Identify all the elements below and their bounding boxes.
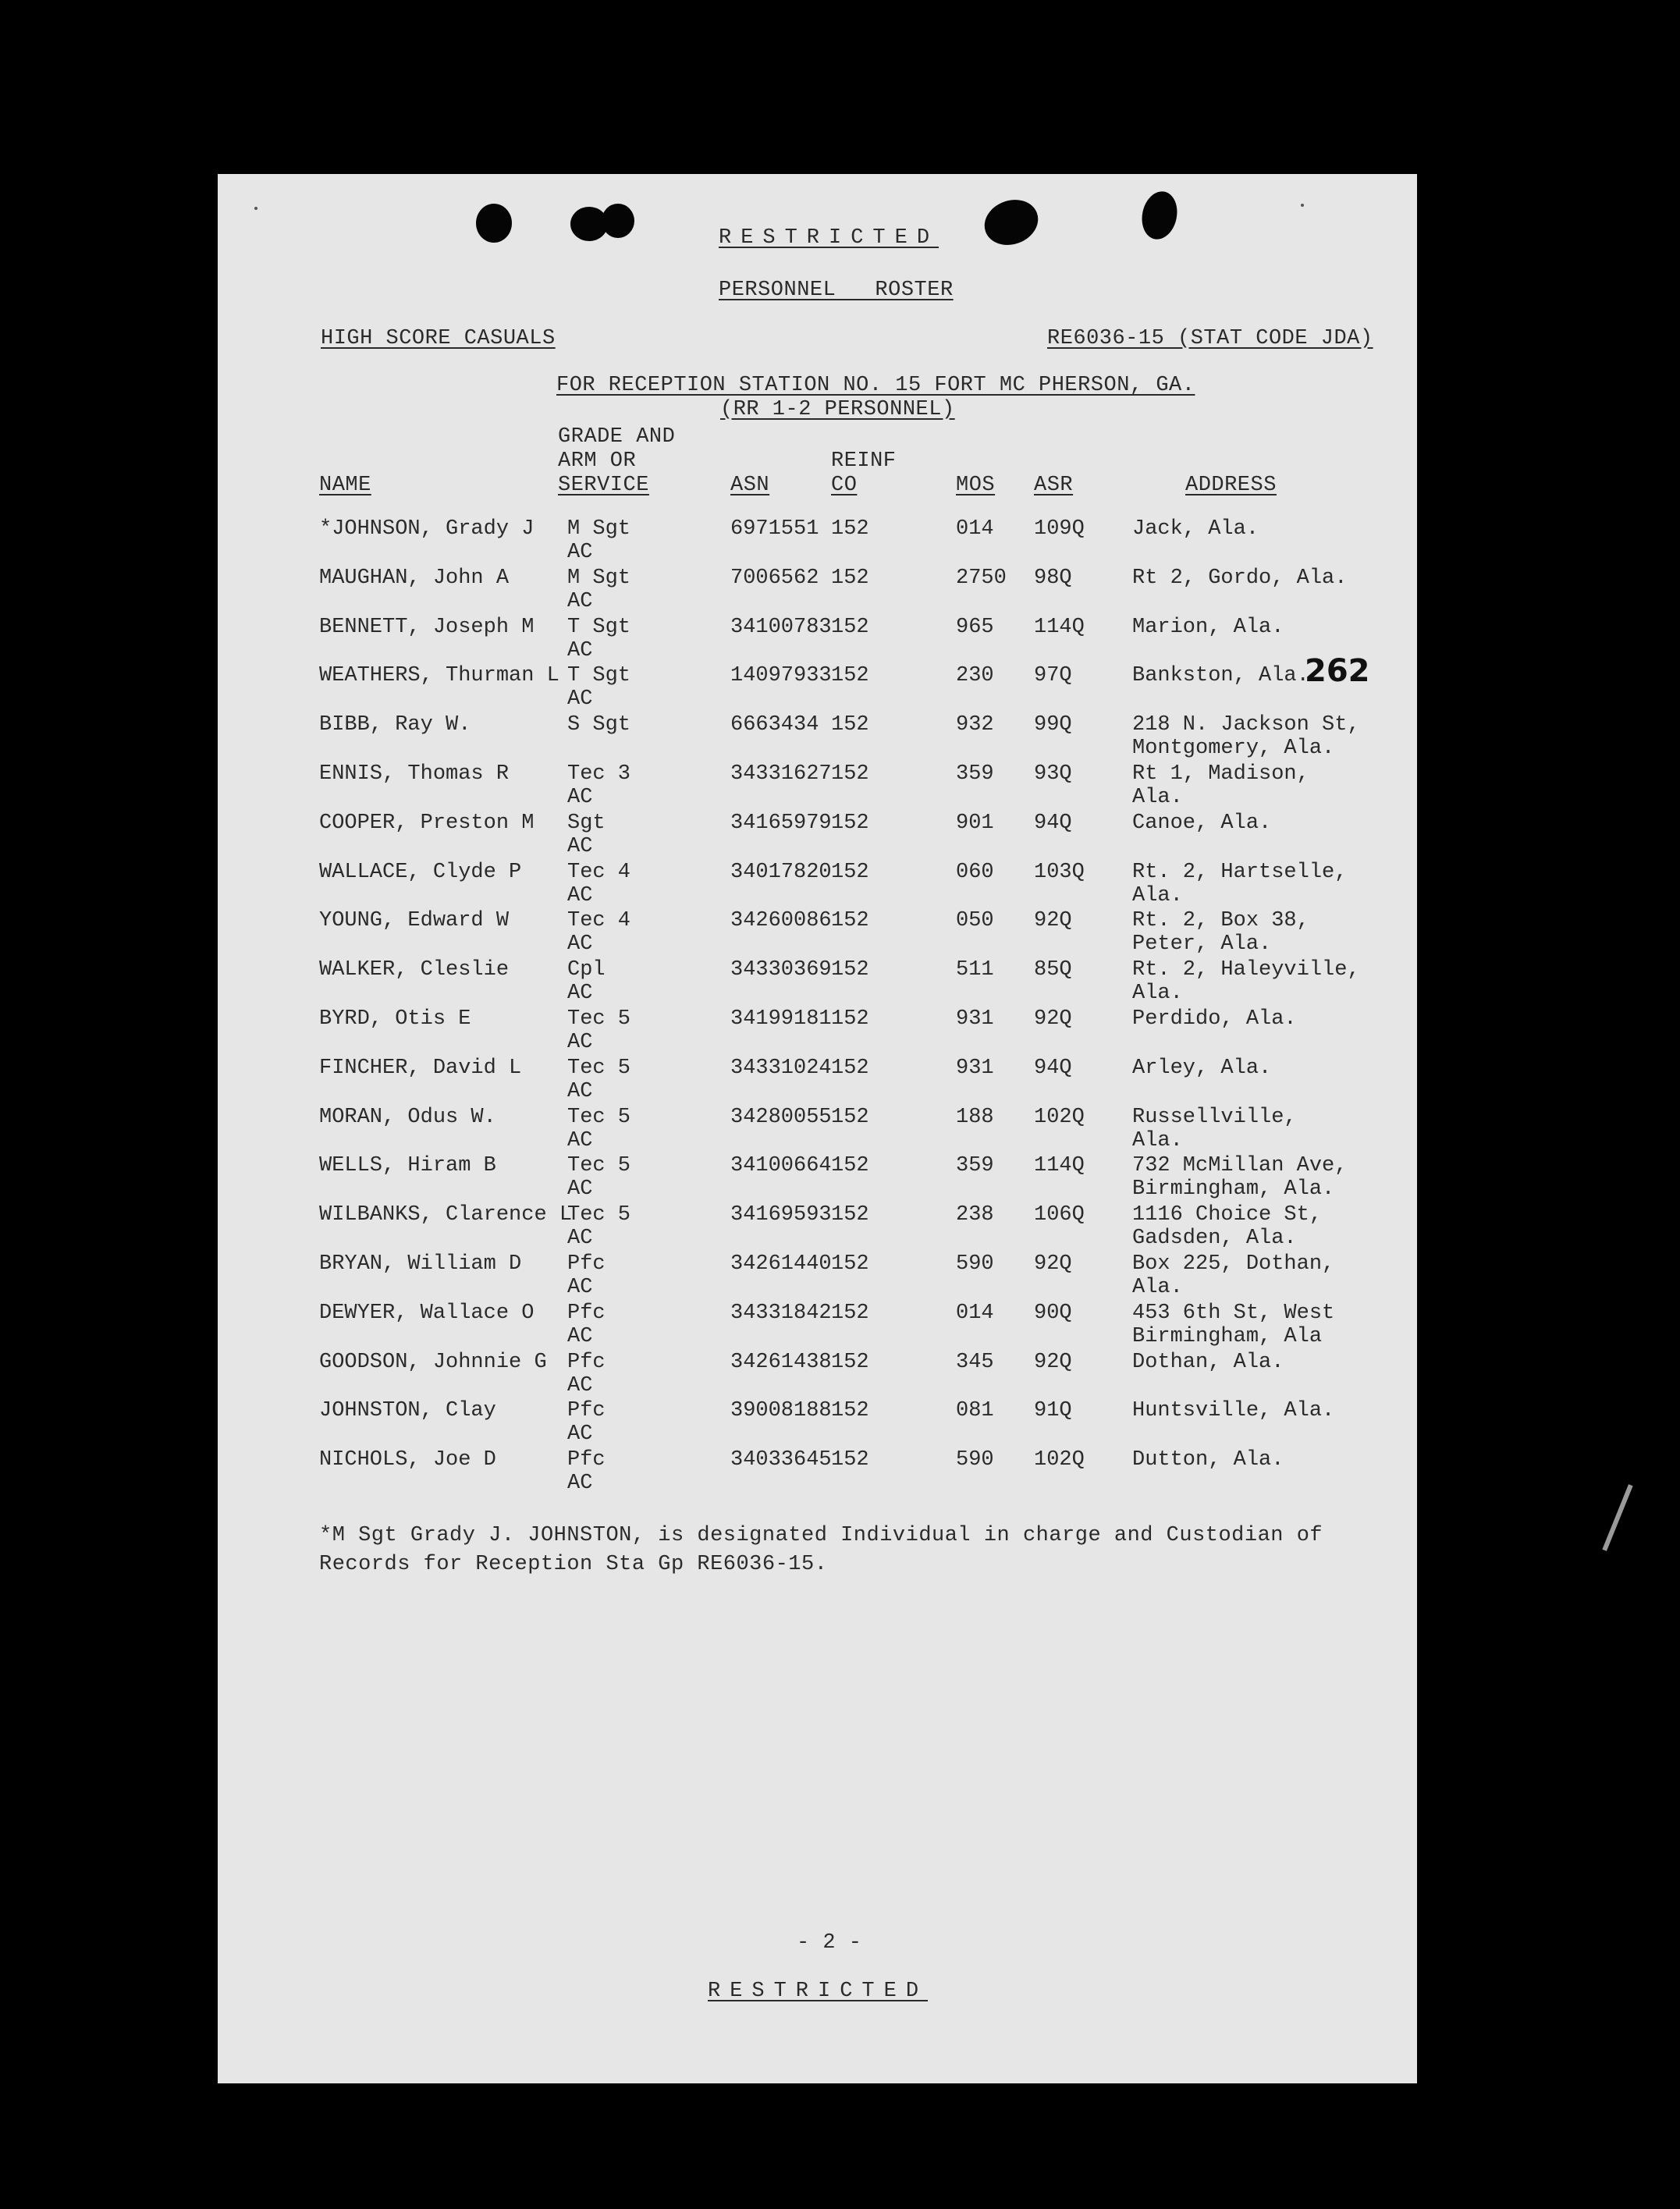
roster-asn: 14097933 [730, 664, 832, 688]
roster-asr: 102Q [1034, 1448, 1085, 1472]
roster-address-line1: Dothan, Ala. [1132, 1350, 1284, 1374]
roster-name: WEATHERS, Thurman L [319, 664, 559, 688]
table-row [218, 762, 1417, 811]
roster-asn: 7006562 [730, 566, 819, 590]
roster-name: BRYAN, William D [319, 1252, 522, 1276]
roster-asn: 34165979 [730, 811, 832, 835]
roster-address-line1: Rt. 2, Hartselle, [1132, 860, 1348, 884]
roster-reinf-co: 152 [831, 1203, 869, 1227]
roster-address-line2: Birmingham, Ala [1132, 1324, 1323, 1348]
table-row [218, 566, 1417, 615]
roster-address-line1: Rt 1, Madison, [1132, 762, 1309, 786]
roster-reinf-co: 152 [831, 1399, 869, 1423]
roster-name: WELLS, Hiram B [319, 1154, 496, 1178]
roster-mos: 188 [956, 1105, 994, 1129]
roster-address-line1: Rt. 2, Haleyville, [1132, 958, 1360, 982]
roster-arm: AC [567, 1324, 593, 1348]
roster-arm: AC [567, 1472, 593, 1496]
roster-grade: Tec 5 [567, 1154, 631, 1178]
roster-grade: Pfc [567, 1350, 606, 1374]
roster-address-line2: Ala. [1132, 1276, 1183, 1299]
roster-mos: 238 [956, 1203, 994, 1227]
roster-address-line1: 218 N. Jackson St, [1132, 713, 1360, 737]
roster-asr: 102Q [1034, 1105, 1085, 1129]
roster-reinf-co: 152 [831, 1301, 869, 1325]
roster-reinf-co: 152 [831, 1056, 869, 1080]
roster-asr: 106Q [1034, 1203, 1085, 1227]
roster-asn: 34033645 [730, 1448, 832, 1472]
roster-address-line2: Gadsden, Ala. [1132, 1227, 1297, 1251]
roster-asr: 92Q [1034, 1007, 1072, 1031]
roster-arm: AC [567, 1031, 593, 1054]
roster-address-line1: Canoe, Ala. [1132, 811, 1272, 835]
roster-asn: 34199181 [730, 1007, 832, 1031]
roster-grade: Pfc [567, 1301, 606, 1325]
speck [1301, 204, 1304, 207]
roster-name: WILBANKS, Clarence L [319, 1203, 573, 1227]
roster-reinf-co: 152 [831, 615, 869, 639]
roster-reinf-co: 152 [831, 713, 869, 737]
column-header-mos: MOS [956, 474, 996, 497]
roster-asn: 34331024 [730, 1056, 832, 1080]
roster-reinf-co: 152 [831, 1252, 869, 1276]
column-header-asn: ASN [730, 474, 770, 497]
table-row [218, 1399, 1417, 1447]
table-row [218, 1203, 1417, 1252]
roster-mos: 932 [956, 713, 994, 737]
roster-mos: 230 [956, 664, 994, 688]
column-header-grade-line3: SERVICE [558, 474, 649, 497]
roster-arm: AC [567, 932, 593, 957]
column-header-name [319, 474, 371, 497]
table-row [218, 517, 1417, 566]
table-row [218, 812, 1417, 860]
roster-address-line2: Peter, Ala. [1132, 932, 1272, 957]
roster-reinf-co: 152 [831, 958, 869, 982]
roster-reinf-co: 152 [831, 1448, 869, 1472]
roster-name: WALLACE, Clyde P [319, 860, 522, 884]
column-header-reinf-line2: CO [831, 474, 858, 497]
roster-reinf-co: 152 [831, 566, 869, 590]
roster-grade: Tec 3 [567, 762, 631, 786]
roster-asr: 114Q [1034, 615, 1085, 639]
roster-asr: 92Q [1034, 1252, 1072, 1276]
roster-grade: Pfc [567, 1399, 606, 1423]
roster-asn: 6971551 [730, 517, 819, 541]
roster-mos: 931 [956, 1056, 994, 1080]
table-row [218, 616, 1417, 664]
roster-arm: AC [567, 1128, 593, 1152]
table-row [218, 958, 1417, 1007]
roster-address-line2: Ala. [1132, 883, 1183, 907]
roster-name: BYRD, Otis E [319, 1007, 471, 1031]
punch-hole [476, 204, 512, 243]
roster-reinf-co: 152 [831, 1154, 869, 1178]
roster-grade: Tec 5 [567, 1105, 631, 1129]
roster-name: JOHNSTON, Clay [319, 1399, 496, 1423]
roster-asn: 34330369 [730, 958, 832, 982]
roster-address-line1: Dutton, Ala. [1132, 1448, 1284, 1472]
roster-address-line1: 732 McMillan Ave, [1132, 1154, 1348, 1178]
roster-asr: 98Q [1034, 566, 1072, 590]
roster-asn: 34169593 [730, 1203, 832, 1227]
stamp-number: 262 [1305, 653, 1370, 689]
roster-name: FINCHER, David L [319, 1056, 522, 1080]
roster-arm: AC [567, 541, 593, 564]
destination-line: FOR RECEPTION STATION NO. 15 FORT MC PHERSON, GA. [556, 374, 1195, 397]
roster-grade: Tec 4 [567, 860, 631, 884]
roster-address-line1: Huntsville, Ala. [1132, 1399, 1335, 1423]
table-row [218, 1302, 1417, 1350]
roster-reinf-co: 152 [831, 1350, 869, 1374]
table-row [218, 1448, 1417, 1497]
roster-asr: 92Q [1034, 909, 1072, 933]
roster-name: COOPER, Preston M [319, 811, 535, 835]
roster-name: NICHOLS, Joe D [319, 1448, 496, 1472]
roster-asn: 34261438 [730, 1350, 832, 1374]
roster-asr: 99Q [1034, 713, 1072, 737]
roster-address-line1: Rt. 2, Box 38, [1132, 909, 1309, 933]
roster-address-line2: Ala. [1132, 982, 1183, 1006]
roster-arm: AC [567, 638, 593, 662]
roster-grade: Pfc [567, 1252, 606, 1276]
roster-reinf-co: 152 [831, 811, 869, 835]
table-row [218, 664, 1417, 712]
roster-address-line1: Perdido, Ala. [1132, 1007, 1297, 1031]
unit-label: HIGH SCORE CASUALS [321, 327, 556, 350]
roster-asn: 34260086 [730, 909, 832, 933]
table-row [218, 1252, 1417, 1301]
roster-arm: AC [567, 1227, 593, 1251]
roster-mos: 965 [956, 615, 994, 639]
roster-asr: 85Q [1034, 958, 1072, 982]
roster-reinf-co: 152 [831, 1105, 869, 1129]
roster-arm: AC [567, 1079, 593, 1103]
roster-mos: 359 [956, 762, 994, 786]
roster-asn: 34331627 [730, 762, 832, 786]
roster-mos: 050 [956, 909, 994, 933]
roster-arm: AC [567, 687, 593, 712]
roster-address-line2: Ala. [1132, 786, 1183, 809]
roster-grade: Sgt [567, 811, 606, 835]
roster-address-line1: Arley, Ala. [1132, 1056, 1272, 1080]
roster-arm: AC [567, 1422, 593, 1447]
roster-asn: 34017820 [730, 860, 832, 884]
table-row [218, 1007, 1417, 1056]
roster-mos: 081 [956, 1399, 994, 1423]
roster-reinf-co: 152 [831, 517, 869, 541]
table-row [218, 1106, 1417, 1154]
column-header-address: ADDRESS [1185, 474, 1277, 497]
roster-arm: AC [567, 589, 593, 613]
roster-arm: AC [567, 883, 593, 907]
roster-grade: M Sgt [567, 566, 631, 590]
roster-title: PERSONNEL ROSTER [719, 279, 954, 302]
roster-mos: 014 [956, 517, 994, 541]
punch-hole [979, 193, 1045, 253]
roster-address-line1: Marion, Ala. [1132, 615, 1284, 639]
stat-code-label: RE6036-15 (STAT CODE JDA) [1047, 327, 1373, 350]
roster-asn: 34280055 [730, 1105, 832, 1129]
roster-reinf-co: 152 [831, 762, 869, 786]
column-header-asr: ASR [1034, 474, 1074, 497]
roster-name: ENNIS, Thomas R [319, 762, 510, 786]
roster-address-line1: 453 6th St, West [1132, 1301, 1335, 1325]
footnote-line-2: Records for Reception Sta Gp RE6036-15. [319, 1553, 828, 1576]
roster-mos: 931 [956, 1007, 994, 1031]
roster-address-line1: Russellville, [1132, 1105, 1297, 1129]
classification-top: RESTRICTED [719, 226, 939, 250]
roster-grade: Tec 5 [567, 1007, 631, 1031]
column-header-reinf-line1: REINF [831, 449, 897, 473]
punch-hole [602, 204, 634, 238]
table-row [218, 1351, 1417, 1399]
roster-address-line1: Box 225, Dothan, [1132, 1252, 1335, 1276]
roster-asr: 94Q [1034, 811, 1072, 835]
roster-name: BENNETT, Joseph M [319, 615, 535, 639]
punch-hole [1138, 188, 1181, 243]
roster-asr: 103Q [1034, 860, 1085, 884]
roster-arm: AC [567, 834, 593, 858]
classification-bottom: RESTRICTED [708, 1980, 929, 2003]
roster-asn: 34100664 [730, 1154, 832, 1178]
roster-asr: 90Q [1034, 1301, 1072, 1325]
roster-grade: T Sgt [567, 615, 631, 639]
pencil-mark [1602, 1484, 1632, 1551]
roster-mos: 511 [956, 958, 994, 982]
roster-asr: 114Q [1034, 1154, 1085, 1178]
roster-arm: AC [567, 1373, 593, 1397]
roster-asn: 34331842 [730, 1301, 832, 1325]
roster-grade: T Sgt [567, 664, 631, 688]
roster-address-line1: Bankston, Ala. [1132, 664, 1309, 688]
roster-mos: 901 [956, 811, 994, 835]
speck [254, 207, 258, 210]
roster-mos: 590 [956, 1448, 994, 1472]
page-number: - 2 - [797, 1931, 862, 1955]
roster-asr: 97Q [1034, 664, 1072, 688]
roster-arm: AC [567, 786, 593, 809]
roster-reinf-co: 152 [831, 1007, 869, 1031]
roster-reinf-co: 152 [831, 909, 869, 933]
subtitle-line: (RR 1-2 PERSONNEL) [720, 398, 955, 421]
footnote-line-1: *M Sgt Grady J. JOHNSTON, is designated Individual in charge and Custodian of [319, 1524, 1323, 1547]
roster-mos: 060 [956, 860, 994, 884]
roster-asr: 92Q [1034, 1350, 1072, 1374]
roster-address-line1: 1116 Choice St, [1132, 1203, 1323, 1227]
roster-asr: 93Q [1034, 762, 1072, 786]
roster-address-line2: Birmingham, Ala. [1132, 1177, 1335, 1202]
roster-mos: 014 [956, 1301, 994, 1325]
roster-asn: 39008188 [730, 1399, 832, 1423]
roster-asn: 6663434 [730, 713, 819, 737]
roster-grade: M Sgt [567, 517, 631, 541]
roster-address-line2: Montgomery, Ala. [1132, 737, 1335, 761]
roster-asr: 109Q [1034, 517, 1085, 541]
roster-reinf-co: 152 [831, 860, 869, 884]
roster-address-line1: Jack, Ala. [1132, 517, 1259, 541]
document-page [218, 174, 1417, 2083]
roster-mos: 359 [956, 1154, 994, 1178]
roster-grade: S Sgt [567, 713, 631, 737]
roster-name: MAUGHAN, John A [319, 566, 510, 590]
table-row [218, 909, 1417, 957]
roster-mos: 590 [956, 1252, 994, 1276]
roster-arm: AC [567, 1276, 593, 1299]
roster-grade: Tec 5 [567, 1203, 631, 1227]
roster-arm: AC [567, 982, 593, 1006]
roster-asr: 91Q [1034, 1399, 1072, 1423]
roster-name: WALKER, Cleslie [319, 958, 510, 982]
table-row [218, 861, 1417, 909]
roster-mos: 2750 [956, 566, 1007, 590]
roster-mos: 345 [956, 1350, 994, 1374]
roster-grade: Pfc [567, 1448, 606, 1472]
roster-name: GOODSON, Johnnie G [319, 1350, 547, 1374]
roster-address-line1: Rt 2, Gordo, Ala. [1132, 566, 1348, 590]
column-header-grade-line2: ARM OR [558, 449, 637, 473]
column-header-name-text: NAME [319, 474, 371, 497]
roster-grade: Tec 4 [567, 909, 631, 933]
column-header-grade-line1: GRADE AND [558, 425, 676, 449]
roster-name: *JOHNSON, Grady J [319, 517, 535, 541]
roster-asn: 34100783 [730, 615, 832, 639]
roster-asr: 94Q [1034, 1056, 1072, 1080]
table-row [218, 1154, 1417, 1202]
roster-grade: Cpl [567, 958, 606, 982]
roster-grade: Tec 5 [567, 1056, 631, 1080]
roster-reinf-co: 152 [831, 664, 869, 688]
table-row [218, 1057, 1417, 1105]
roster-name: MORAN, Odus W. [319, 1105, 496, 1129]
roster-asn: 34261440 [730, 1252, 832, 1276]
roster-arm: AC [567, 1177, 593, 1202]
table-row [218, 713, 1417, 762]
roster-name: BIBB, Ray W. [319, 713, 471, 737]
roster-name: YOUNG, Edward W [319, 909, 510, 933]
roster-name: DEWYER, Wallace O [319, 1301, 535, 1325]
roster-address-line2: Ala. [1132, 1128, 1183, 1152]
